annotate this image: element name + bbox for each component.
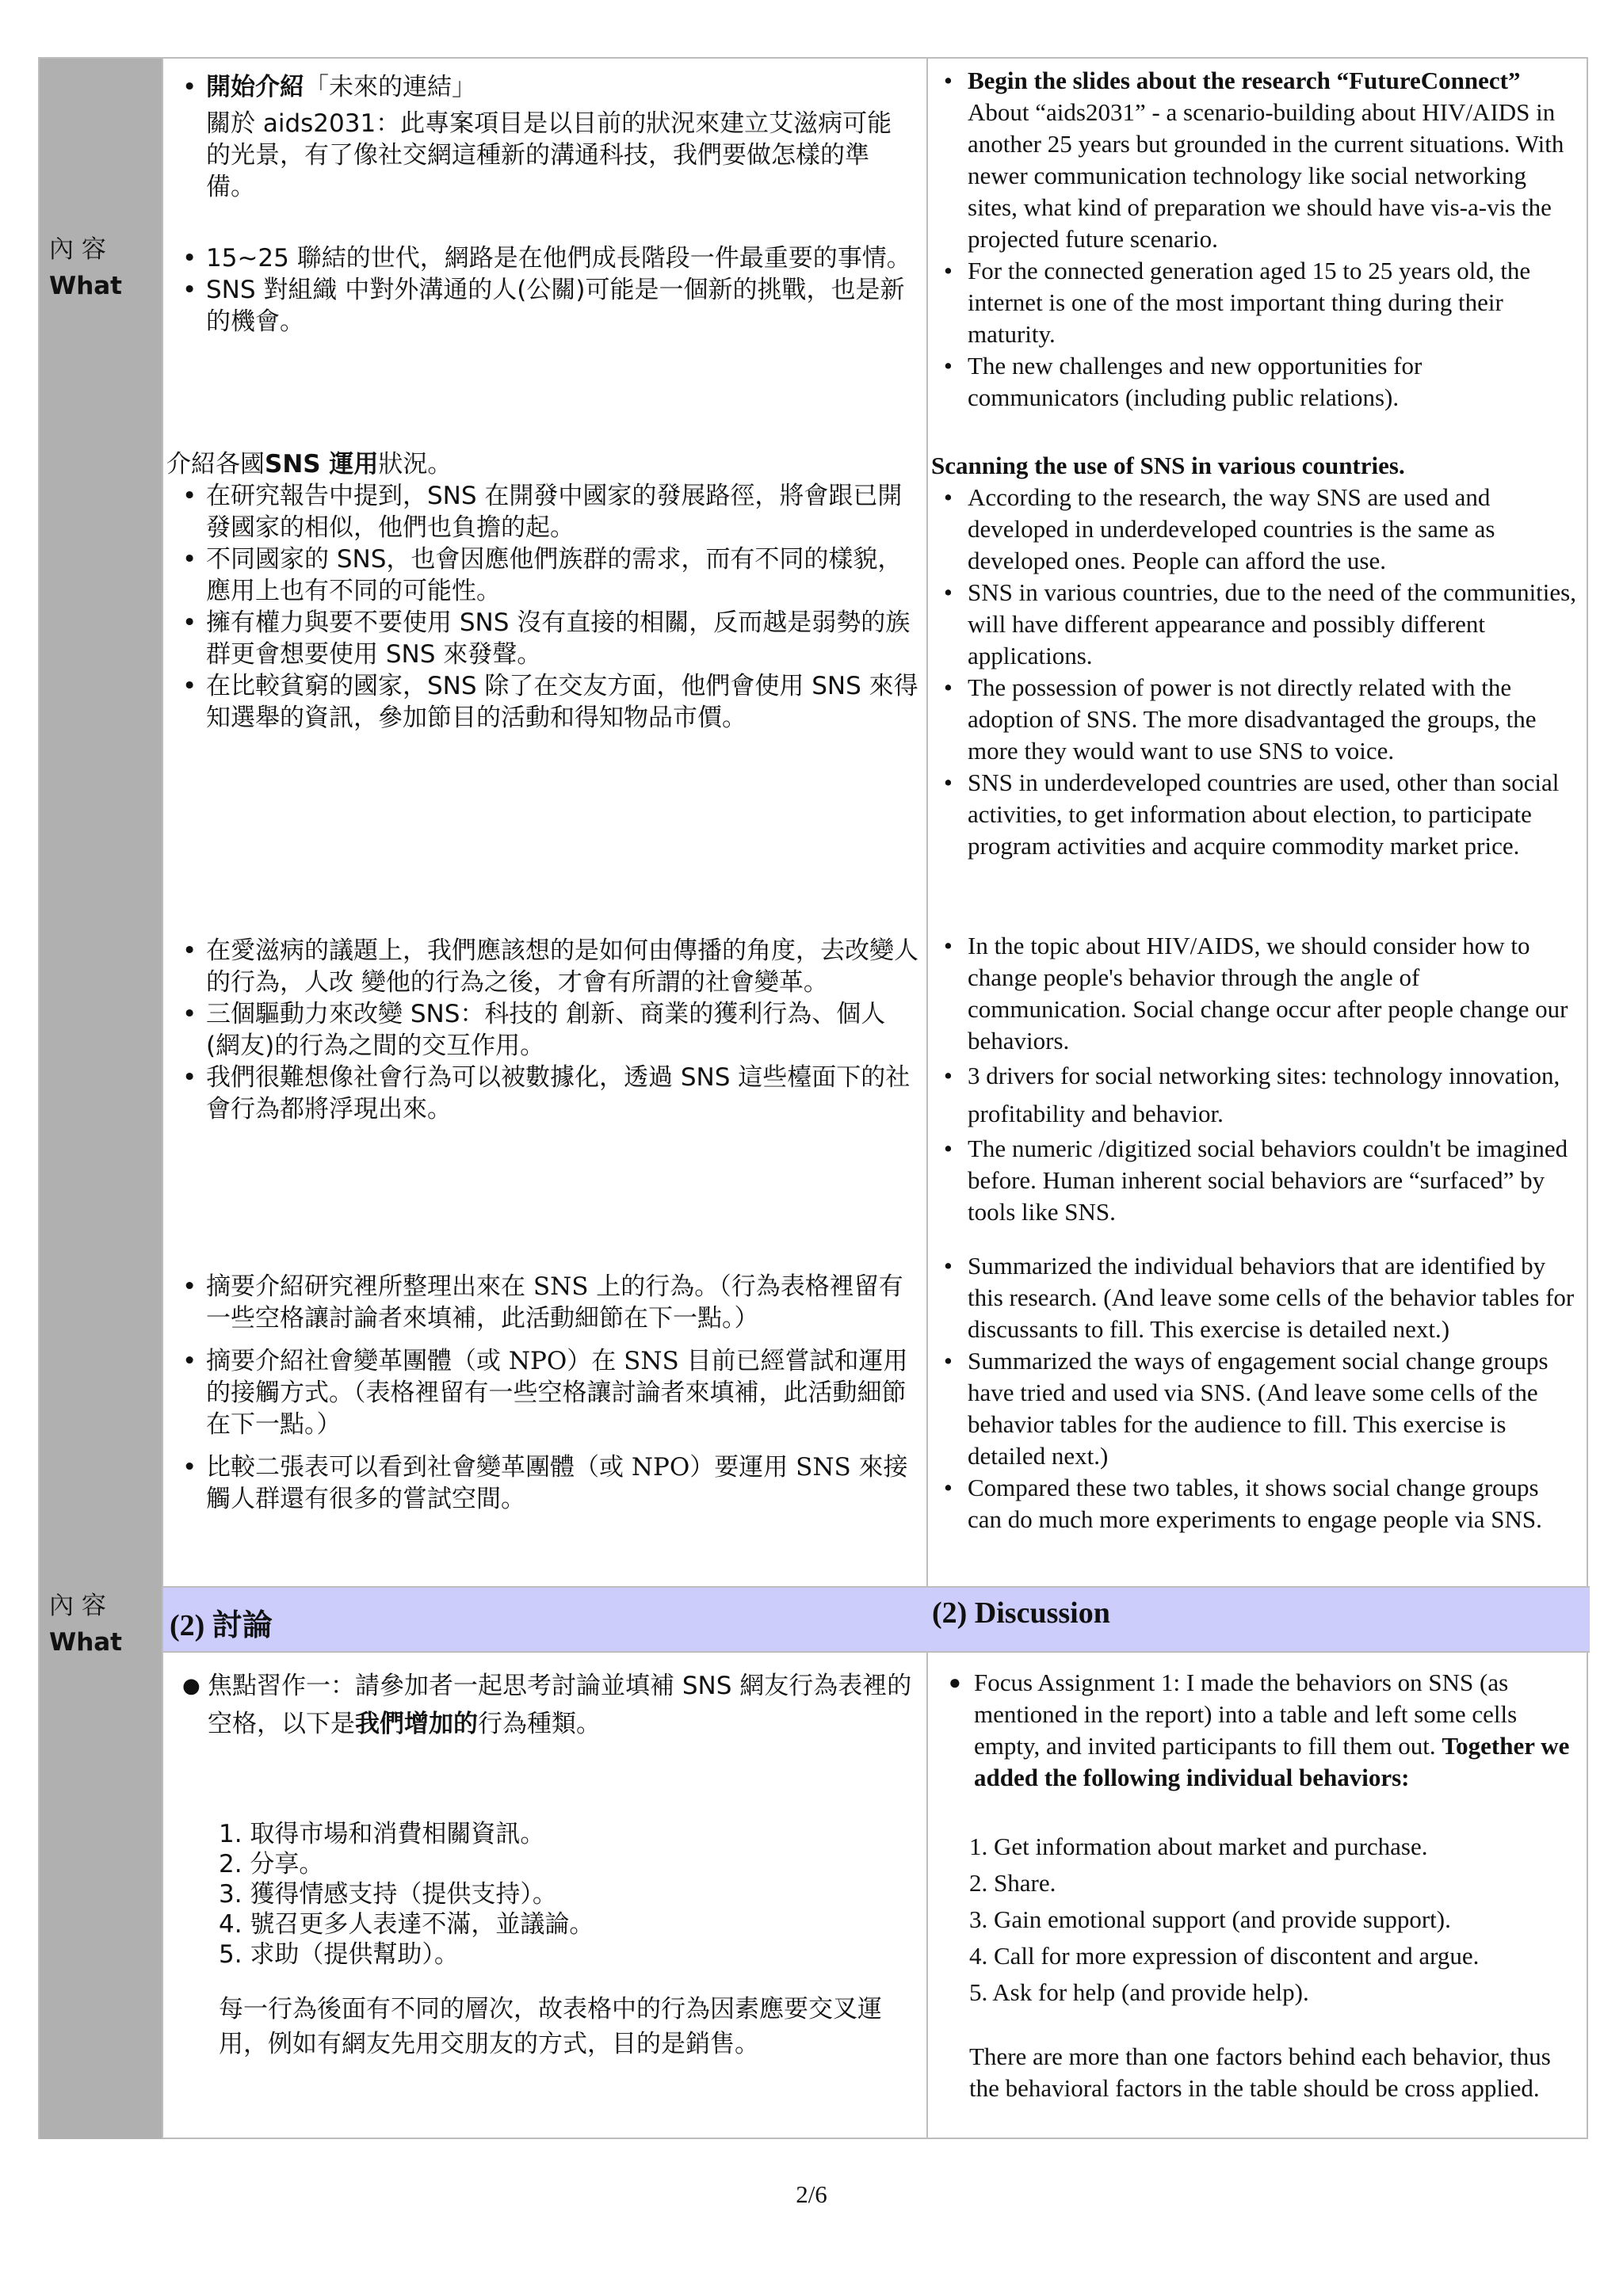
list-item — [945, 1667, 1579, 1794]
page-number: 2/6 — [796, 2180, 827, 2208]
section2-en — [928, 450, 1588, 862]
section3-en-list — [936, 930, 1579, 1228]
section3-zh-list — [174, 935, 918, 1125]
list-item: 3. Gain emotional support (and provide support). — [969, 1905, 1451, 1933]
list-item: • 摘要介紹研究裡所整理出來在 SNS 上的行為。（行為表格裡留有一些空格讓討論者來填補，此活動細節在下一點。） — [174, 1271, 918, 1334]
list-item: • 3 drivers for social networking sites: technology innovation, profitability and behavior. — [936, 1057, 1579, 1133]
what-label-2 — [49, 1588, 122, 1661]
section2-zh — [163, 448, 926, 734]
section4-en — [928, 1250, 1588, 1535]
section2-zh-intro — [166, 448, 918, 480]
what-label-en: What — [49, 1628, 123, 1657]
list-item: 2. 分享。 — [219, 1850, 324, 1878]
section2-en-intro: Scanning the use of SNS in various countries. — [931, 452, 1405, 479]
section1-zh-list — [174, 71, 918, 338]
section1-en-list — [936, 65, 1579, 414]
list-item: • Summarized the individual behaviors that are identified by this research. (And leave some cells of the behavior tables for discussants to fill. This exercise is detailed next.) — [936, 1250, 1579, 1345]
list-item: 1. Get information about market and purchase. — [969, 1833, 1428, 1860]
list-item: • The possession of power is not directly related with the adoption of SNS. The more disadvantaged the groups, the more they would want to use SNS to voice. — [936, 672, 1579, 767]
section1-zh-head: 開始介紹 — [206, 73, 304, 101]
section1-zh — [163, 71, 926, 338]
section1-zh-head-rest: 「未來的連結」 — [304, 73, 476, 101]
discussion-zh-focus-a: 焦點習作一：請參加者一起思考討論並填補 SNS 網友行為表裡的空格，以下是 — [208, 1672, 912, 1738]
list-item: • SNS in underdeveloped countries are used, other than social activities, to get information about election, to participate program activities and acquire commodity market price. — [936, 767, 1579, 862]
discussion-zh-items — [179, 1819, 918, 1970]
section2-zh-list — [174, 480, 918, 734]
discussion-en-focus-a: Focus Assignment 1: I made the behaviors on SNS (as mentioned in the report) into a table and left some cells empty, and invited participants to fill them out. — [974, 1669, 1518, 1760]
section2-zh-intro-a: 介紹各國 — [166, 450, 265, 479]
discussion-en-focus-b: Together we added the following individual behaviors: — [974, 1732, 1570, 1791]
list-item: • For the connected generation aged 15 to 25 years old, the internet is one of the most important thing during their maturity. — [936, 255, 1579, 350]
list-item: • 比較二張表可以看到社會變革團體（或 NPO）要運用 SNS 來接觸人群還有很多的嘗試空間。 — [174, 1451, 918, 1515]
list-item: • 摘要介紹社會變革團體（或 NPO）在 SNS 目前已經嘗試和運用的接觸方式。（表格裡留有一些空格讓討論者來填補，此活動細節在下一點。） — [174, 1345, 918, 1440]
discussion-en-list — [945, 1667, 1579, 1794]
what-label-zh: 內 容 — [49, 1592, 106, 1620]
discussion-en-items — [945, 1829, 1579, 2011]
list-item: • According to the research, the way SNS are used and developed in underdeveloped countries is the same as developed ones. People can afford the use. — [936, 482, 1579, 577]
section1-en-head: Begin the slides about the research “FutureConnect” — [968, 67, 1521, 94]
discussion-en-note: There are more than one factors behind each behavior, thus the behavioral factors in the table should be cross applied. — [969, 2042, 1551, 2102]
what-label-1 — [49, 231, 122, 304]
list-item: • 15~25 聯結的世代，網路是在他們成長階段一件最重要的事情。 — [174, 242, 918, 274]
discussion-header — [163, 1586, 1590, 1653]
list-item: • The numeric /digitized social behaviors couldn't be imagined before. Human inherent social behaviors are “surfaced” by tools like SNS. — [936, 1133, 1579, 1228]
section1-en — [928, 65, 1588, 414]
label-column-lower — [40, 1588, 163, 2139]
list-item: 2. Share. — [969, 1869, 1056, 1897]
list-item: 4. 號召更多人表達不滿，並議論。 — [219, 1910, 594, 1939]
list-item: 5. Ask for help (and provide help). — [969, 1978, 1309, 2006]
list-item: 3. 獲得情感支持（提供支持）。 — [219, 1880, 557, 1909]
list-item: • 三個驅動力來改變 SNS：科技的 創新、商業的獲利行為、個人(網友)的行為之間的交互作用。 — [174, 998, 918, 1062]
section4-zh-list — [174, 1271, 918, 1515]
discussion-zh — [163, 1667, 926, 2061]
section1-zh-sub: 關於 aids2031：此專案項目是以目前的狀況來建立艾滋病可能的光景，有了像社交網這種新的溝通科技，我們要做怎樣的準備。 — [206, 109, 892, 201]
list-item: • 在愛滋病的議題上，我們應該想的是如何由傳播的角度，去改變人的行為，人改 變他的行為之後，才會有所謂的社會變革。 — [174, 935, 918, 998]
section4-en-list — [936, 1250, 1579, 1535]
discussion-zh-list — [179, 1667, 918, 1743]
section2-en-list — [936, 482, 1579, 862]
section3-en — [928, 930, 1588, 1228]
list-item: • Summarized the ways of engagement social change groups have tried and used via SNS. (And leave some cells of the behavior tables for the audience to fill. This exercise is detailed next.) — [936, 1345, 1579, 1472]
discussion-zh-focus-c: 行為種類。 — [478, 1710, 601, 1738]
section2-zh-intro-c: 狀況。 — [378, 450, 453, 479]
what-label-zh: 內 容 — [49, 235, 106, 264]
list-item: • 擁有權力與要不要使用 SNS 沒有直接的相關，反而越是弱勢的族群更會想要使用 SNS 來發聲。 — [174, 607, 918, 670]
list-item: 5. 求助（提供幫助）。 — [219, 1940, 459, 1969]
list-item: • SNS 對組織 中對外溝通的人(公關)可能是一個新的挑戰，也是新的機會。 — [174, 274, 918, 338]
document-table — [38, 57, 1588, 2139]
list-item — [179, 1667, 918, 1743]
list-item: • 在研究報告中提到，SNS 在開發中國家的發展路徑，將會跟已開發國家的相似，他們也負擔的起。 — [174, 480, 918, 543]
section2-zh-intro-b: SNS 運用 — [265, 450, 379, 479]
list-item: • 不同國家的 SNS，也會因應他們族群的需求，而有不同的樣貌，應用上也有不同的可能性。 — [174, 543, 918, 607]
list-item: • SNS in various countries, due to the need of the communities, will have different appearance and possibly different applications. — [936, 577, 1579, 672]
list-item: • 我們很難想像社會行為可以被數據化，透過 SNS 這些檯面下的社會行為都將浮現出來。 — [174, 1062, 918, 1125]
list-item: • In the topic about HIV/AIDS, we should consider how to change people's behavior through the angle of communication. Social change occur after people change our behaviors. — [936, 930, 1579, 1057]
list-item: 4. Call for more expression of discontent and argue. — [969, 1942, 1480, 1970]
discussion-title-zh: (2) 討論 — [170, 1609, 273, 1642]
label-column-upper — [40, 59, 163, 1588]
what-label-en: What — [49, 272, 123, 300]
list-item: • The new challenges and new opportunities for communicators (including public relations). — [936, 350, 1579, 414]
discussion-zh-focus-b: 我們增加的 — [355, 1710, 478, 1738]
list-item — [936, 65, 1579, 255]
discussion-en — [928, 1667, 1588, 2104]
section1-en-sub: About “aids2031” - a scenario-building about HIV/AIDS in another 25 years but grounded in the current situations. With newer communication technology like social networking sites, what kind of preparation we should have vis-a-vis the projected future scenario. — [968, 98, 1564, 253]
section3-zh — [163, 935, 926, 1125]
list-item — [174, 71, 918, 203]
list-item: 1. 取得市場和消費相關資訊。 — [219, 1820, 545, 1848]
list-item: • 在比較貧窮的國家，SNS 除了在交友方面，他們會使用 SNS 來得知選舉的資訊，參加節目的活動和得知物品市價。 — [174, 670, 918, 734]
list-item: • Compared these two tables, it shows social change groups can do much more experiments to engage people via SNS. — [936, 1472, 1579, 1535]
discussion-title-en: (2) Discussion — [932, 1596, 1110, 1630]
section4-zh — [163, 1271, 926, 1515]
discussion-zh-note: 每一行為後面有不同的層次，故表格中的行為因素應要交叉運用，例如有網友先用交朋友的方式，目的是銷售。 — [219, 1995, 882, 2058]
